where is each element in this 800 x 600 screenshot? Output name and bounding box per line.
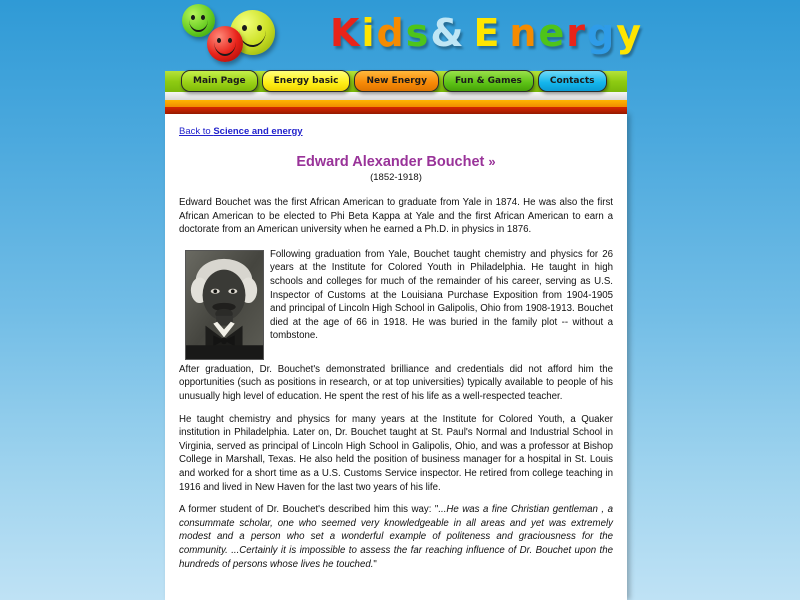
paragraph-quote [179, 503, 613, 571]
science-and-energy-link[interactable]: Science and energy [213, 126, 303, 137]
nav-band-orange [165, 100, 627, 107]
logo-letter-0: K [330, 11, 362, 55]
logo-letter-9: g [587, 11, 617, 55]
nav-button-row [165, 66, 627, 96]
logo-letter-10: y [616, 11, 643, 55]
smile-mouth [239, 27, 266, 47]
double-chevron-right-icon: » [488, 154, 496, 169]
quote-close: " [373, 558, 377, 570]
nav-item-contacts[interactable]: Contacts [538, 70, 607, 92]
logo-letter-1: i [361, 11, 377, 55]
logo-letter-8: r [566, 11, 588, 55]
smile-mouth [214, 40, 236, 56]
content-card [165, 114, 627, 600]
page-title-text: Edward Alexander Bouchet [296, 154, 485, 170]
logo-letter-2: d [376, 11, 406, 55]
logo-letter-5: E [473, 11, 510, 55]
smiley-logo-group [182, 4, 274, 60]
back-to-link[interactable]: Back to [179, 126, 214, 137]
nav-item-fun-games[interactable]: Fun & Games [443, 70, 534, 92]
quote-body: ...He was a fine Christian gentleman , a consummate scholar, one who seemed very knowledgeable in all areas and yet was extremely modest and a person who set a wonderful example of politeness and graciousness for the community. ...Certainly it is impossible to assess the far reaching influence of Dr. Bouchet upon the hundreds of persons whose lives he touched. [179, 504, 614, 570]
logo-letter-3: s [405, 11, 431, 55]
page-title [179, 153, 613, 171]
nav-item-new-energy[interactable]: New Energy [354, 70, 439, 92]
paragraph-intro: Edward Bouchet was the first African American to graduate from Yale in 1874. He was also the first African American to be elected to Phi Beta Kappa at Yale and the first African American to earn a doctorate from an American university when he earned a Ph.D. in physics in 1876. [179, 197, 613, 236]
logo-letter-6: n [509, 11, 539, 55]
logo-letter-4: & [430, 11, 474, 55]
paragraph-obstacles: After graduation, Dr. Bouchet's demonstrated brilliance and credentials did not afford him the opportunities (such as positions in research, or at top universities) typically available to people of his unusually high level of education. He spent the rest of his life as a well-respected teacher. [179, 363, 613, 402]
primary-navigation [165, 66, 627, 114]
paragraph-career: Following graduation from Yale, Bouchet taught chemistry and physics for 26 years at the Institute for Colored Youth in Philadelphia. He taught in high schools and colleges for much of the remainder of his career, serving as U.S. Inspector of Customs at the Louisiana Purchase Exposition from 1904-1905 and principal of Lincoln High School in Galipolis, Ohio from 1908-1913. Bouchet died at the age of 66 in 1918. He was buried in the family plot -- without a tombstone. [270, 248, 613, 342]
smile-mouth [189, 17, 209, 32]
site-banner [0, 0, 800, 66]
site-logo-wordmark[interactable] [330, 9, 643, 57]
paragraph-teaching: He taught chemistry and physics for many years at the Institute for Colored Youth, a Quaker institution in Philadelphia. Later on, Dr. Bouchet taught at St. Paul's Normal and Industrial School in Virginia, served as principal of Lincoln High School in Galipolis, Ohio, and was a professor at Bishop College in Marshall, Texas. He also held the position of business manager for a hospital in St. Louis and worked for a short time as a U.S. Customs Service inspector. He retired from college teaching in 1916 and lived in New Haven for the last two years of his life. [179, 413, 613, 493]
nav-item-energy-basic[interactable]: Energy basic [262, 70, 351, 92]
breadcrumb [179, 126, 613, 137]
life-dates: (1852-1918) [370, 172, 422, 183]
quote-intro: A former student of Dr. Bouchet's described him this way: " [179, 504, 439, 516]
red-smiley-face-icon [207, 26, 243, 62]
logo-letter-7: e [538, 11, 567, 55]
portrait-illustration [186, 251, 263, 359]
nav-band-red [165, 107, 627, 114]
nav-item-main-page[interactable]: Main Page [181, 70, 258, 92]
portrait-photo [185, 250, 264, 360]
